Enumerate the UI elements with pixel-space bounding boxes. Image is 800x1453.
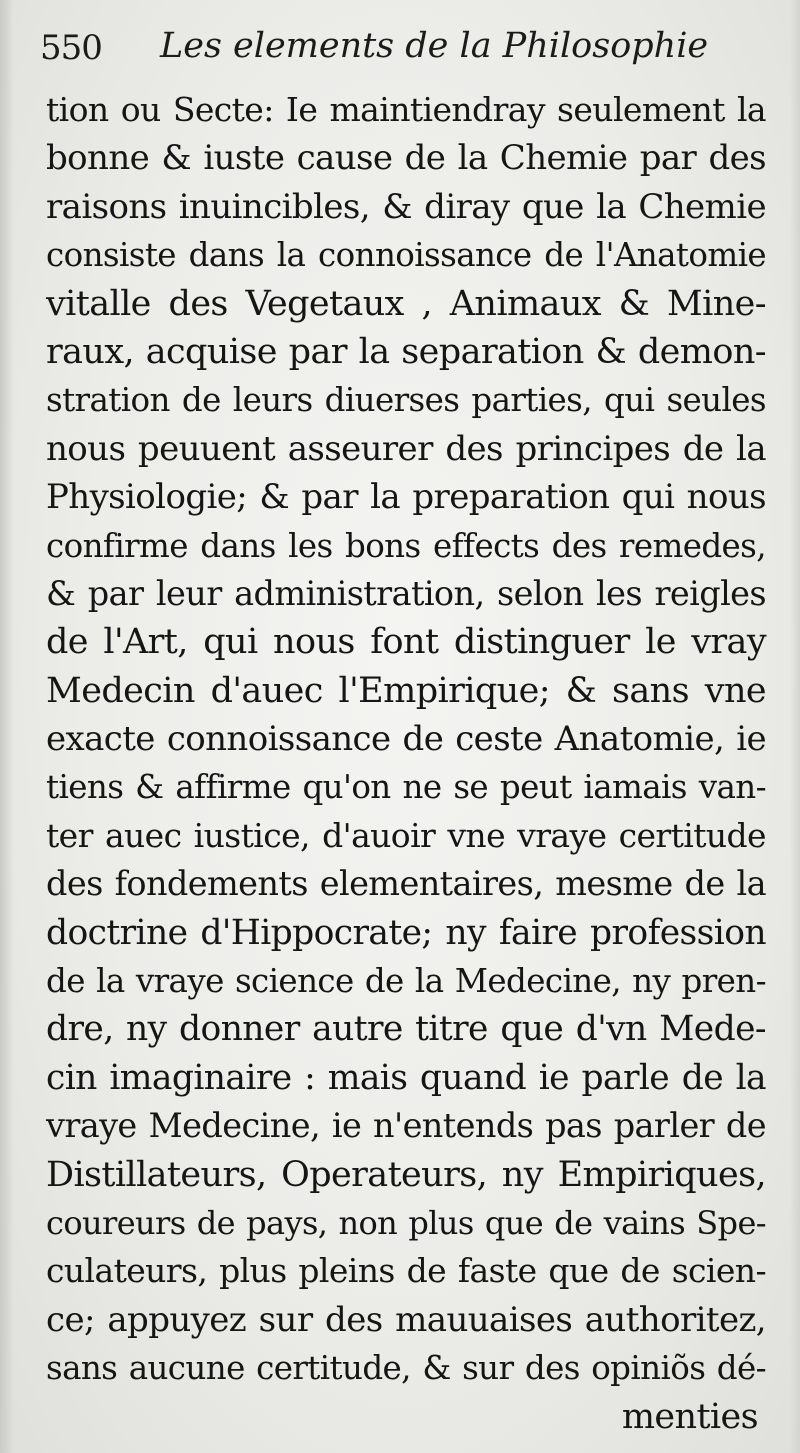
text-line: culateurs, plus pleins de faste que de scien- [46,1251,766,1291]
text-line: des fondements elementaires, mesme de la [46,864,766,904]
text-line: sans aucune certitude, & sur des opiniõs dé- [46,1349,766,1388]
page-shadow-right [790,0,800,1453]
text-line: de l'Art, qui nous font distinguer le vray [46,622,766,663]
catchword: menties [621,1396,758,1437]
text-line: & par leur administration, selon les reigles [46,573,766,613]
text-line: de la vraye science de la Medecine, ny pren- [46,962,766,1001]
text-line: vraye Medecine, ie n'entends pas parler de [46,1106,766,1146]
text-line: stration de leurs diuerses parties, qui seules [46,381,766,420]
text-line: confirme dans les bons effects des remedes, [46,526,766,565]
text-line: cin imaginaire : mais quand ie parle de la [46,1057,766,1098]
text-line: tiens & affirme qu'on ne se peut iamais van- [46,768,766,807]
text-line: tion ou Secte: Ie maintiendray seulement la [46,90,766,129]
text-line: vitalle des Vegetaux , Animaux & Mine- [46,283,766,324]
text-line: dre, ny donner autre titre que d'vn Mede- [46,1009,766,1050]
running-head [40,22,760,82]
page-shadow-left [0,0,14,1453]
text-line: nous peuuent asseurer des principes de la [46,428,766,469]
text-line: raisons inuincibles, & diray que la Chemie [46,186,766,227]
text-line: Physiologie; & par la preparation qui nous [46,477,766,518]
running-title: Les elements de la Philosophie [160,26,709,66]
text-line: ce; appuyez sur des mauuaises authoritez, [46,1299,766,1340]
text-line: raux, acquise par la separation & demon- [46,331,766,372]
text-line: Distillateurs, Operateurs, ny Empiriques, [46,1154,766,1195]
page-number: 550 [40,28,102,68]
text-line: coureurs de pays, non plus que de vains Spe- [46,1203,766,1242]
text-line: Medecin d'auec l'Empirique; & sans vne [46,670,766,711]
text-line: consiste dans la connoissance de l'Anatomie [46,236,766,275]
text-line: ter auec iustice, d'auoir vne vraye certitude [46,815,766,855]
text-line: bonne & iuste cause de la Chemie par des [46,138,766,179]
text-line: exacte connoissance de ceste Anatomie, ie [46,719,766,760]
body-text [46,86,766,1441]
text-line: doctrine d'Hippocrate; ny faire profession [46,912,766,953]
